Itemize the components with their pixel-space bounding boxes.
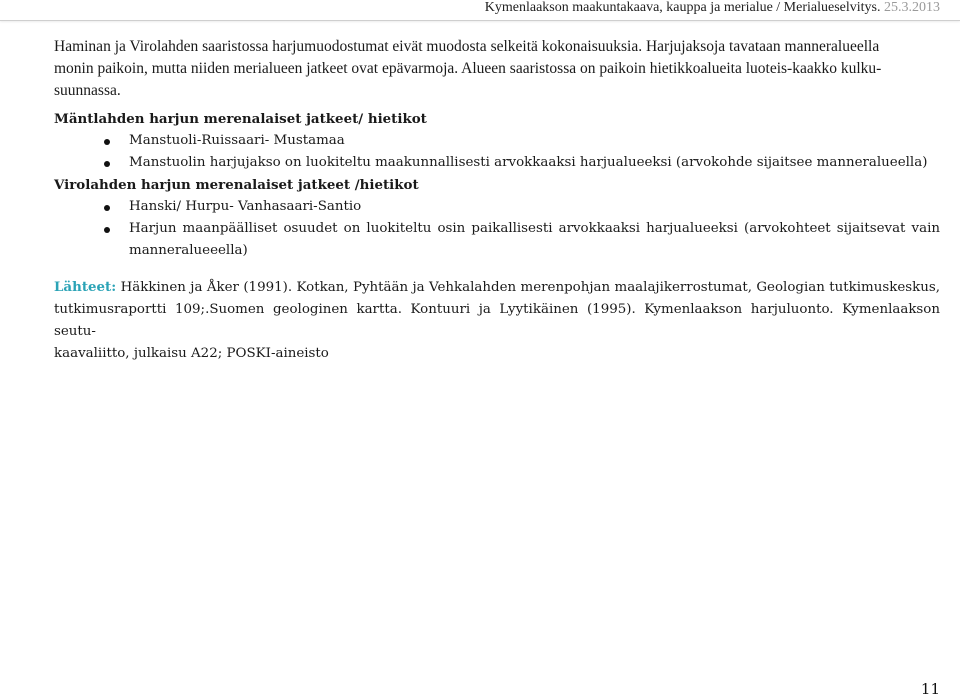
list-item — [54, 196, 940, 218]
intro-line: Haminan ja Virolahden saaristossa harjumuodostumat eivät muodosta selkeitä kokonaisuuksia. Harjujaksoja tavataan manneralueella — [54, 38, 880, 55]
sources-label: Lähteet: — [54, 279, 117, 295]
sources-line: tutkimusraportti 109;.Suomen geologinen kartta. Kontuuri ja Lyytikäinen (1995). Kymenlaakson harjuluonto. Kymenlaakson seutu- — [54, 302, 940, 339]
bullet-icon — [104, 227, 110, 233]
sources-line: kaavaliitto, julkaisu A22; POSKI-aineisto — [54, 346, 329, 361]
section-heading-mantlahti: Mäntlahden harjun merenalaiset jatkeet/ hietikot — [54, 111, 427, 127]
list-item — [54, 152, 940, 174]
bullet-list-virolahti — [54, 196, 940, 262]
list-item — [54, 218, 940, 262]
section-heading-virolahti: Virolahden harjun merenalaiset jatkeet /hietikot — [54, 177, 419, 193]
bullet-icon — [104, 161, 110, 167]
list-item-text: Manstuolin harjujakso on luokiteltu maakunnallisesti arvokkaaksi harjualueeksi (arvokohde sijaitsee manneralueella) — [129, 155, 928, 170]
intro-paragraph — [54, 36, 940, 102]
main-content — [54, 108, 940, 365]
list-item-text: Harjun maanpäälliset osuudet on luokiteltu osin paikallisesti arvokkaaksi harjualueeksi (arvokohteet sijaitsevat vain — [129, 221, 940, 236]
bullet-list-mantlahti — [54, 130, 940, 174]
header-text — [485, 0, 940, 16]
sources-text: Häkkinen ja Åker (1991). Kotkan, Pyhtään ja Vehkalahden merenpohjan maalajikerrostumat, Geologian tutkimuskeskus, — [120, 280, 940, 295]
list-item-text: Hanski/ Hurpu- Vanhasaari-Santio — [129, 199, 362, 214]
intro-line: monin paikoin, mutta niiden merialueen jatkeet ovat epävarmoja. Alueen saaristossa on paikoin hietikkoalueita luoteis-kaakko kulku- — [54, 60, 882, 77]
list-item-text: Manstuoli-Ruissaari- Mustamaa — [129, 133, 345, 148]
page-number: 11 — [920, 680, 940, 698]
bullet-icon — [104, 205, 110, 211]
sources-line — [54, 276, 940, 299]
list-item — [54, 130, 940, 152]
intro-line: suunnassa. — [54, 82, 121, 99]
header-date: 25.3.2013 — [884, 0, 940, 15]
bullet-icon — [104, 139, 110, 145]
list-item-text-continued: manneralueeella) — [129, 243, 248, 258]
sources-paragraph — [54, 276, 940, 365]
page-header — [0, 0, 960, 21]
header-title: Kymenlaakson maakuntakaava, kauppa ja merialue / Merialueselvitys. — [484, 0, 881, 15]
